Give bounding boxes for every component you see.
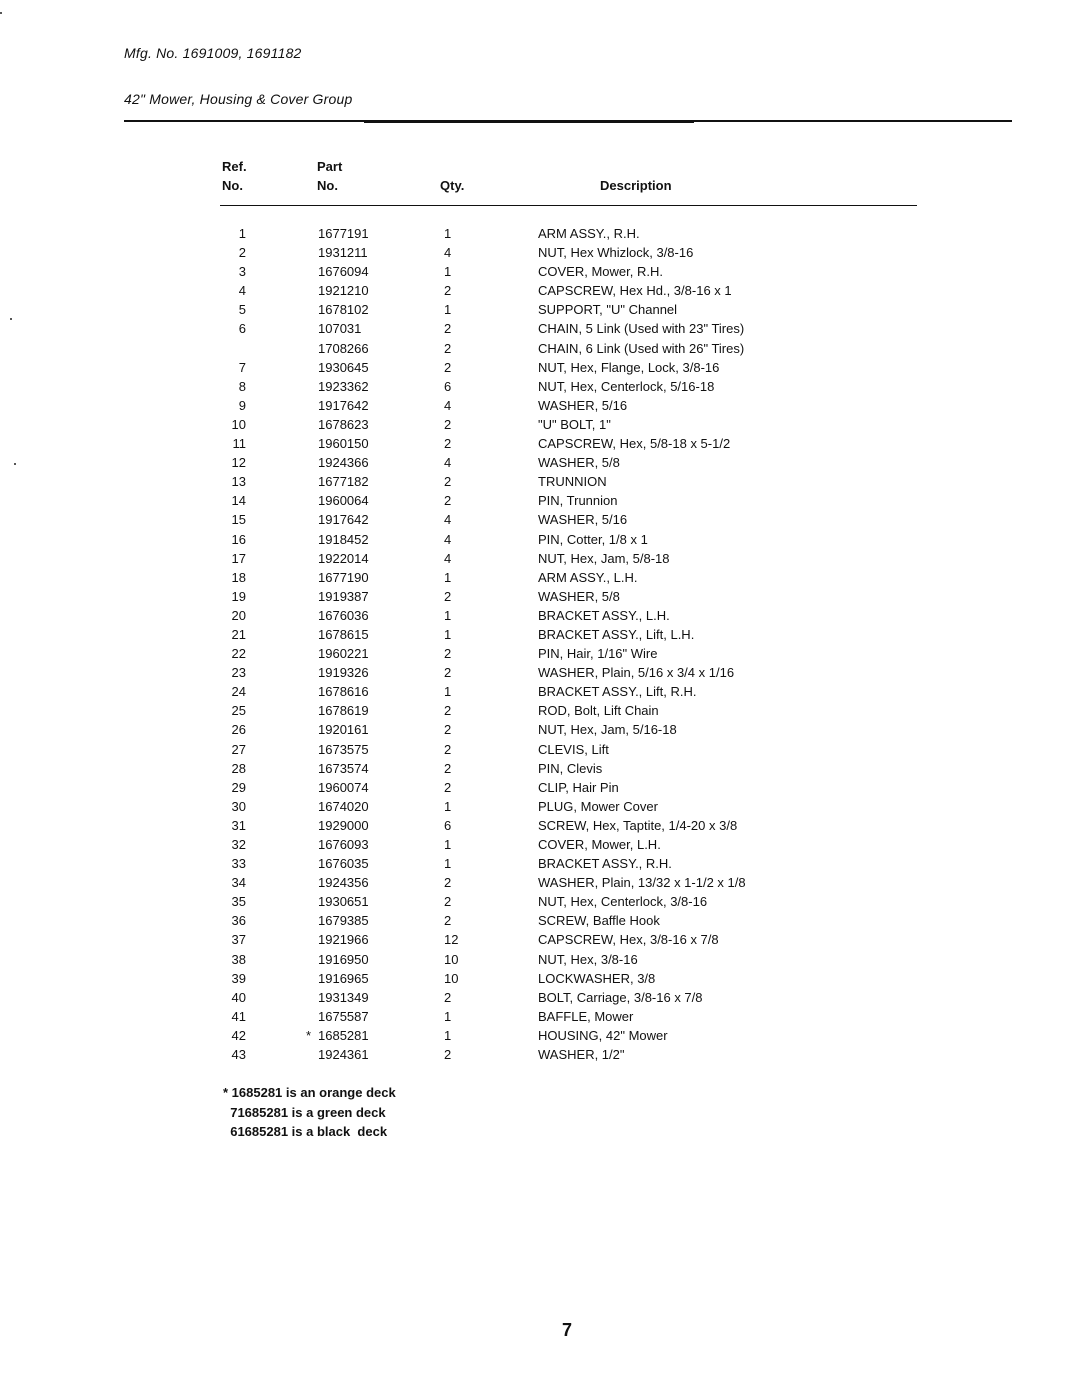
ref-number: 36 [231, 913, 246, 929]
quantity: 2 [444, 340, 452, 356]
ref-number: 4 [238, 283, 246, 299]
description: BOLT, Carriage, 3/8-16 x 7/8 [538, 989, 703, 1005]
ref-number: 37 [231, 932, 246, 948]
part-header-line2: No. [317, 178, 338, 193]
table-row [220, 377, 820, 396]
description: BRACKET ASSY., L.H. [538, 607, 670, 623]
ref-number: 34 [231, 875, 246, 891]
part-number: 1679385 [318, 913, 369, 929]
ref-number: 14 [231, 493, 246, 509]
ref-header-line2: No. [222, 178, 243, 193]
quantity: 2 [444, 875, 452, 891]
part-number: 1673574 [318, 760, 369, 776]
description: ROD, Bolt, Lift Chain [538, 703, 659, 719]
ref-number: 38 [231, 951, 246, 967]
description: BRACKET ASSY., Lift, L.H. [538, 626, 695, 642]
part-number: 1708266 [318, 340, 369, 356]
column-header-part [317, 157, 342, 195]
description: WASHER, Plain, 13/32 x 1-1/2 x 1/8 [538, 875, 746, 891]
ref-number: 25 [231, 703, 246, 719]
quantity: 2 [444, 894, 452, 910]
table-row [220, 835, 820, 854]
table-row [220, 453, 820, 472]
description: ARM ASSY., R.H. [538, 226, 640, 241]
ref-number: 43 [231, 1047, 246, 1063]
part-number: 1678619 [318, 703, 369, 719]
description: BRACKET ASSY., Lift, R.H. [538, 684, 697, 700]
part-number: 1930645 [318, 359, 369, 375]
part-number: 1919326 [318, 665, 369, 681]
description: BAFFLE, Mower [538, 1008, 634, 1024]
description: NUT, Hex Whizlock, 3/8-16 [538, 245, 694, 261]
quantity: 12 [444, 932, 459, 948]
ref-number: 6 [238, 321, 246, 337]
quantity: 2 [444, 283, 452, 299]
part-number: 1677182 [318, 474, 369, 490]
table-row [220, 1007, 820, 1026]
ref-number: 18 [231, 569, 246, 585]
description: WASHER, 1/2" [538, 1047, 625, 1063]
quantity: 4 [444, 245, 452, 261]
table-row [220, 682, 820, 701]
table-row [220, 854, 820, 873]
part-number: 1676094 [318, 264, 369, 280]
description: WASHER, 5/8 [538, 455, 620, 471]
quantity: 1 [444, 837, 452, 852]
table-row [220, 568, 820, 587]
description: COVER, Mower, R.H. [538, 264, 663, 280]
quantity: 6 [444, 817, 452, 833]
table-row [220, 759, 820, 778]
quantity: 2 [444, 741, 452, 757]
part-number: 1930651 [318, 894, 369, 910]
scan-speck [14, 463, 16, 465]
description: "U" BOLT, 1" [538, 416, 611, 432]
description: COVER, Mower, L.H. [538, 837, 661, 852]
part-number: 1921966 [318, 932, 369, 948]
part-number: 1675587 [318, 1008, 369, 1024]
description: ARM ASSY., L.H. [538, 569, 638, 585]
table-row [220, 701, 820, 720]
ref-number: 19 [231, 588, 246, 604]
description: NUT, Hex, Jam, 5/8-18 [538, 550, 670, 566]
column-header-qty: Qty. [440, 178, 465, 193]
quantity: 10 [444, 970, 459, 986]
quantity: 2 [444, 1047, 452, 1063]
quantity: 2 [444, 665, 452, 681]
part-number: 1918452 [318, 531, 369, 547]
table-row [220, 587, 820, 606]
quantity: 1 [444, 569, 452, 585]
quantity: 1 [444, 798, 452, 814]
part-number: 1678102 [318, 302, 369, 318]
ref-number: 28 [231, 760, 246, 776]
table-row [220, 778, 820, 797]
description: PIN, Cotter, 1/8 x 1 [538, 531, 648, 547]
part-number: 1924366 [318, 455, 369, 471]
description: PIN, Clevis [538, 760, 603, 776]
quantity: 4 [444, 455, 452, 471]
description: CLIP, Hair Pin [538, 779, 619, 795]
description: NUT, Hex, Centerlock, 3/8-16 [538, 894, 708, 910]
ref-number: 32 [231, 837, 246, 852]
ref-number: 26 [231, 722, 246, 738]
quantity: 2 [444, 779, 452, 795]
quantity: 2 [444, 493, 452, 509]
parts-table [220, 224, 820, 1064]
part-number: 1678615 [318, 626, 369, 642]
table-row [220, 300, 820, 319]
ref-number: 9 [238, 397, 246, 413]
footnote-line: * 1685281 is an orange deck [223, 1085, 396, 1100]
scan-speck [10, 318, 12, 320]
table-row [220, 1026, 820, 1045]
quantity: 2 [444, 989, 452, 1005]
ref-number: 35 [231, 894, 246, 910]
ref-number: 12 [231, 455, 246, 471]
part-number: 1685281 [318, 1027, 369, 1043]
table-row [220, 797, 820, 816]
table-row [220, 988, 820, 1007]
ref-number: 22 [231, 646, 246, 662]
quantity: 4 [444, 397, 452, 413]
table-row [220, 969, 820, 988]
part-number: 1960221 [318, 646, 369, 662]
quantity: 2 [444, 436, 452, 452]
footnotes [223, 1083, 396, 1142]
part-number: 1922014 [318, 550, 369, 566]
quantity: 1 [444, 626, 452, 642]
part-number: 1673575 [318, 741, 369, 757]
description: NUT, Hex, Flange, Lock, 3/8-16 [538, 359, 720, 375]
description: CHAIN, 6 Link (Used with 26" Tires) [538, 340, 745, 356]
part-number: 1929000 [318, 817, 369, 833]
table-row [220, 873, 820, 892]
quantity: 1 [444, 856, 452, 872]
description: WASHER, Plain, 5/16 x 3/4 x 1/16 [538, 665, 735, 681]
description: NUT, Hex, 3/8-16 [538, 951, 638, 967]
part-number: 1677191 [318, 226, 369, 241]
part-number: 107031 [318, 321, 362, 337]
quantity: 4 [444, 512, 452, 528]
table-row [220, 911, 820, 930]
ref-number: 33 [231, 856, 246, 872]
quantity: 2 [444, 703, 452, 719]
table-row [220, 396, 820, 415]
description: PIN, Hair, 1/16" Wire [538, 646, 658, 662]
description: PIN, Trunnion [538, 493, 618, 509]
description: SCREW, Hex, Taptite, 1/4-20 x 3/8 [538, 817, 738, 833]
quantity: 1 [444, 607, 452, 623]
description: CLEVIS, Lift [538, 741, 609, 757]
ref-number: 40 [231, 989, 246, 1005]
description: NUT, Hex, Centerlock, 5/16-18 [538, 378, 715, 394]
quantity: 1 [444, 264, 452, 280]
table-row [220, 663, 820, 682]
ref-number: 23 [231, 665, 246, 681]
description: SUPPORT, "U" Channel [538, 302, 678, 318]
table-row [220, 740, 820, 759]
quantity: 10 [444, 951, 459, 967]
part-number: 1678623 [318, 416, 369, 432]
page-number: 7 [562, 1320, 573, 1340]
ref-number: 2 [238, 245, 246, 261]
description: WASHER, 5/8 [538, 588, 620, 604]
quantity: 1 [444, 1008, 452, 1024]
table-row [220, 892, 820, 911]
scan-speck [0, 12, 2, 14]
ref-header-line1: Ref. [222, 159, 247, 174]
part-number: 1676036 [318, 607, 369, 623]
footnote-line: 71685281 is a green deck [223, 1104, 386, 1120]
quantity: 2 [444, 474, 452, 490]
description: WASHER, 5/16 [538, 512, 628, 528]
ref-number: 41 [231, 1008, 246, 1024]
part-number: 1678616 [318, 684, 369, 700]
table-row [220, 644, 820, 663]
table-row [220, 358, 820, 377]
ref-number: 30 [231, 798, 246, 814]
ref-number: 10 [231, 416, 246, 432]
column-header-description: Description [600, 178, 672, 193]
ref-number: 31 [231, 817, 246, 833]
header-divider [220, 205, 917, 206]
ref-number: 3 [238, 264, 246, 280]
ref-number: 5 [238, 302, 246, 318]
part-number: 1920161 [318, 722, 369, 738]
ref-number: 42 [231, 1027, 246, 1043]
ref-number: 17 [231, 550, 246, 566]
ref-number: 13 [231, 474, 246, 490]
table-row [220, 625, 820, 644]
description: CHAIN, 5 Link (Used with 23" Tires) [538, 321, 745, 337]
description: CAPSCREW, Hex Hd., 3/8-16 x 1 [538, 283, 732, 299]
ref-number: 20 [231, 607, 246, 623]
part-number: 1916950 [318, 951, 369, 967]
quantity: 4 [444, 531, 452, 547]
part-number: 1921210 [318, 283, 369, 299]
part-number: 1923362 [318, 378, 369, 394]
table-row [220, 224, 820, 243]
table-row [220, 491, 820, 510]
table-row [220, 339, 820, 358]
quantity: 4 [444, 550, 452, 566]
part-number: 1674020 [318, 798, 369, 814]
table-row [220, 1045, 820, 1064]
ref-number: 7 [238, 359, 246, 375]
ref-number: 15 [231, 512, 246, 528]
description: TRUNNION [538, 474, 607, 490]
ref-number: 27 [231, 741, 246, 757]
table-row [220, 510, 820, 529]
table-row [220, 434, 820, 453]
quantity: 6 [444, 378, 452, 394]
ref-number: 16 [231, 531, 246, 547]
quantity: 1 [444, 1027, 452, 1043]
part-number: 1931349 [318, 989, 369, 1005]
part-number: 1960064 [318, 493, 369, 509]
part-number: 1924356 [318, 875, 369, 891]
quantity: 2 [444, 321, 452, 337]
description: CAPSCREW, Hex, 5/8-18 x 5-1/2 [538, 436, 731, 452]
table-row [220, 262, 820, 281]
ref-number: 21 [231, 626, 246, 642]
part-number: 1960150 [318, 436, 369, 452]
table-row [220, 530, 820, 549]
ref-number: 29 [231, 779, 246, 795]
page-title: 42" Mower, Housing & Cover Group [124, 91, 353, 107]
table-row [220, 720, 820, 739]
part-number: 1677190 [318, 569, 369, 585]
part-header-line1: Part [317, 159, 343, 174]
quantity: 2 [444, 416, 452, 432]
part-number: 1676093 [318, 837, 369, 852]
description: NUT, Hex, Jam, 5/16-18 [538, 722, 677, 738]
description: SCREW, Baffle Hook [538, 913, 660, 929]
part-number: 1676035 [318, 856, 369, 872]
description: HOUSING, 42" Mower [538, 1027, 668, 1043]
footnote-line: 61685281 is a black deck [223, 1124, 388, 1139]
quantity: 2 [444, 588, 452, 604]
ref-number: 1 [238, 226, 246, 241]
quantity: 2 [444, 359, 452, 375]
quantity: 1 [444, 684, 452, 700]
table-row [220, 816, 820, 835]
description: WASHER, 5/16 [538, 397, 628, 413]
ref-number: 39 [231, 970, 246, 986]
column-header-ref [222, 157, 247, 195]
table-row [220, 415, 820, 434]
table-row [220, 930, 820, 949]
table-row [220, 950, 820, 969]
ref-number: 11 [232, 436, 246, 452]
table-row [220, 319, 820, 338]
table-row [220, 549, 820, 568]
part-number: 1924361 [318, 1047, 369, 1063]
part-number: 1917642 [318, 397, 369, 413]
part-number: 1931211 [318, 245, 368, 261]
mfg-number: Mfg. No. 1691009, 1691182 [124, 45, 302, 61]
quantity: 1 [444, 226, 452, 241]
description: PLUG, Mower Cover [538, 798, 658, 814]
table-row [220, 243, 820, 262]
ref-number: 8 [238, 378, 246, 394]
part-number: 1960074 [318, 779, 369, 795]
description: CAPSCREW, Hex, 3/8-16 x 7/8 [538, 932, 719, 948]
quantity: 2 [444, 913, 452, 929]
ref-number: 24 [231, 684, 246, 700]
footnote-marker: * [306, 1027, 312, 1043]
table-row [220, 281, 820, 300]
table-row [220, 606, 820, 625]
part-number: 1917642 [318, 512, 369, 528]
description: BRACKET ASSY., R.H. [538, 856, 672, 872]
part-number: 1916965 [318, 970, 369, 986]
quantity: 2 [444, 760, 452, 776]
quantity: 2 [444, 646, 452, 662]
description: LOCKWASHER, 3/8 [538, 970, 656, 986]
table-row [220, 472, 820, 491]
quantity: 2 [444, 722, 452, 738]
quantity: 1 [444, 302, 452, 318]
title-divider [124, 120, 1012, 122]
part-number: 1919387 [318, 588, 369, 604]
